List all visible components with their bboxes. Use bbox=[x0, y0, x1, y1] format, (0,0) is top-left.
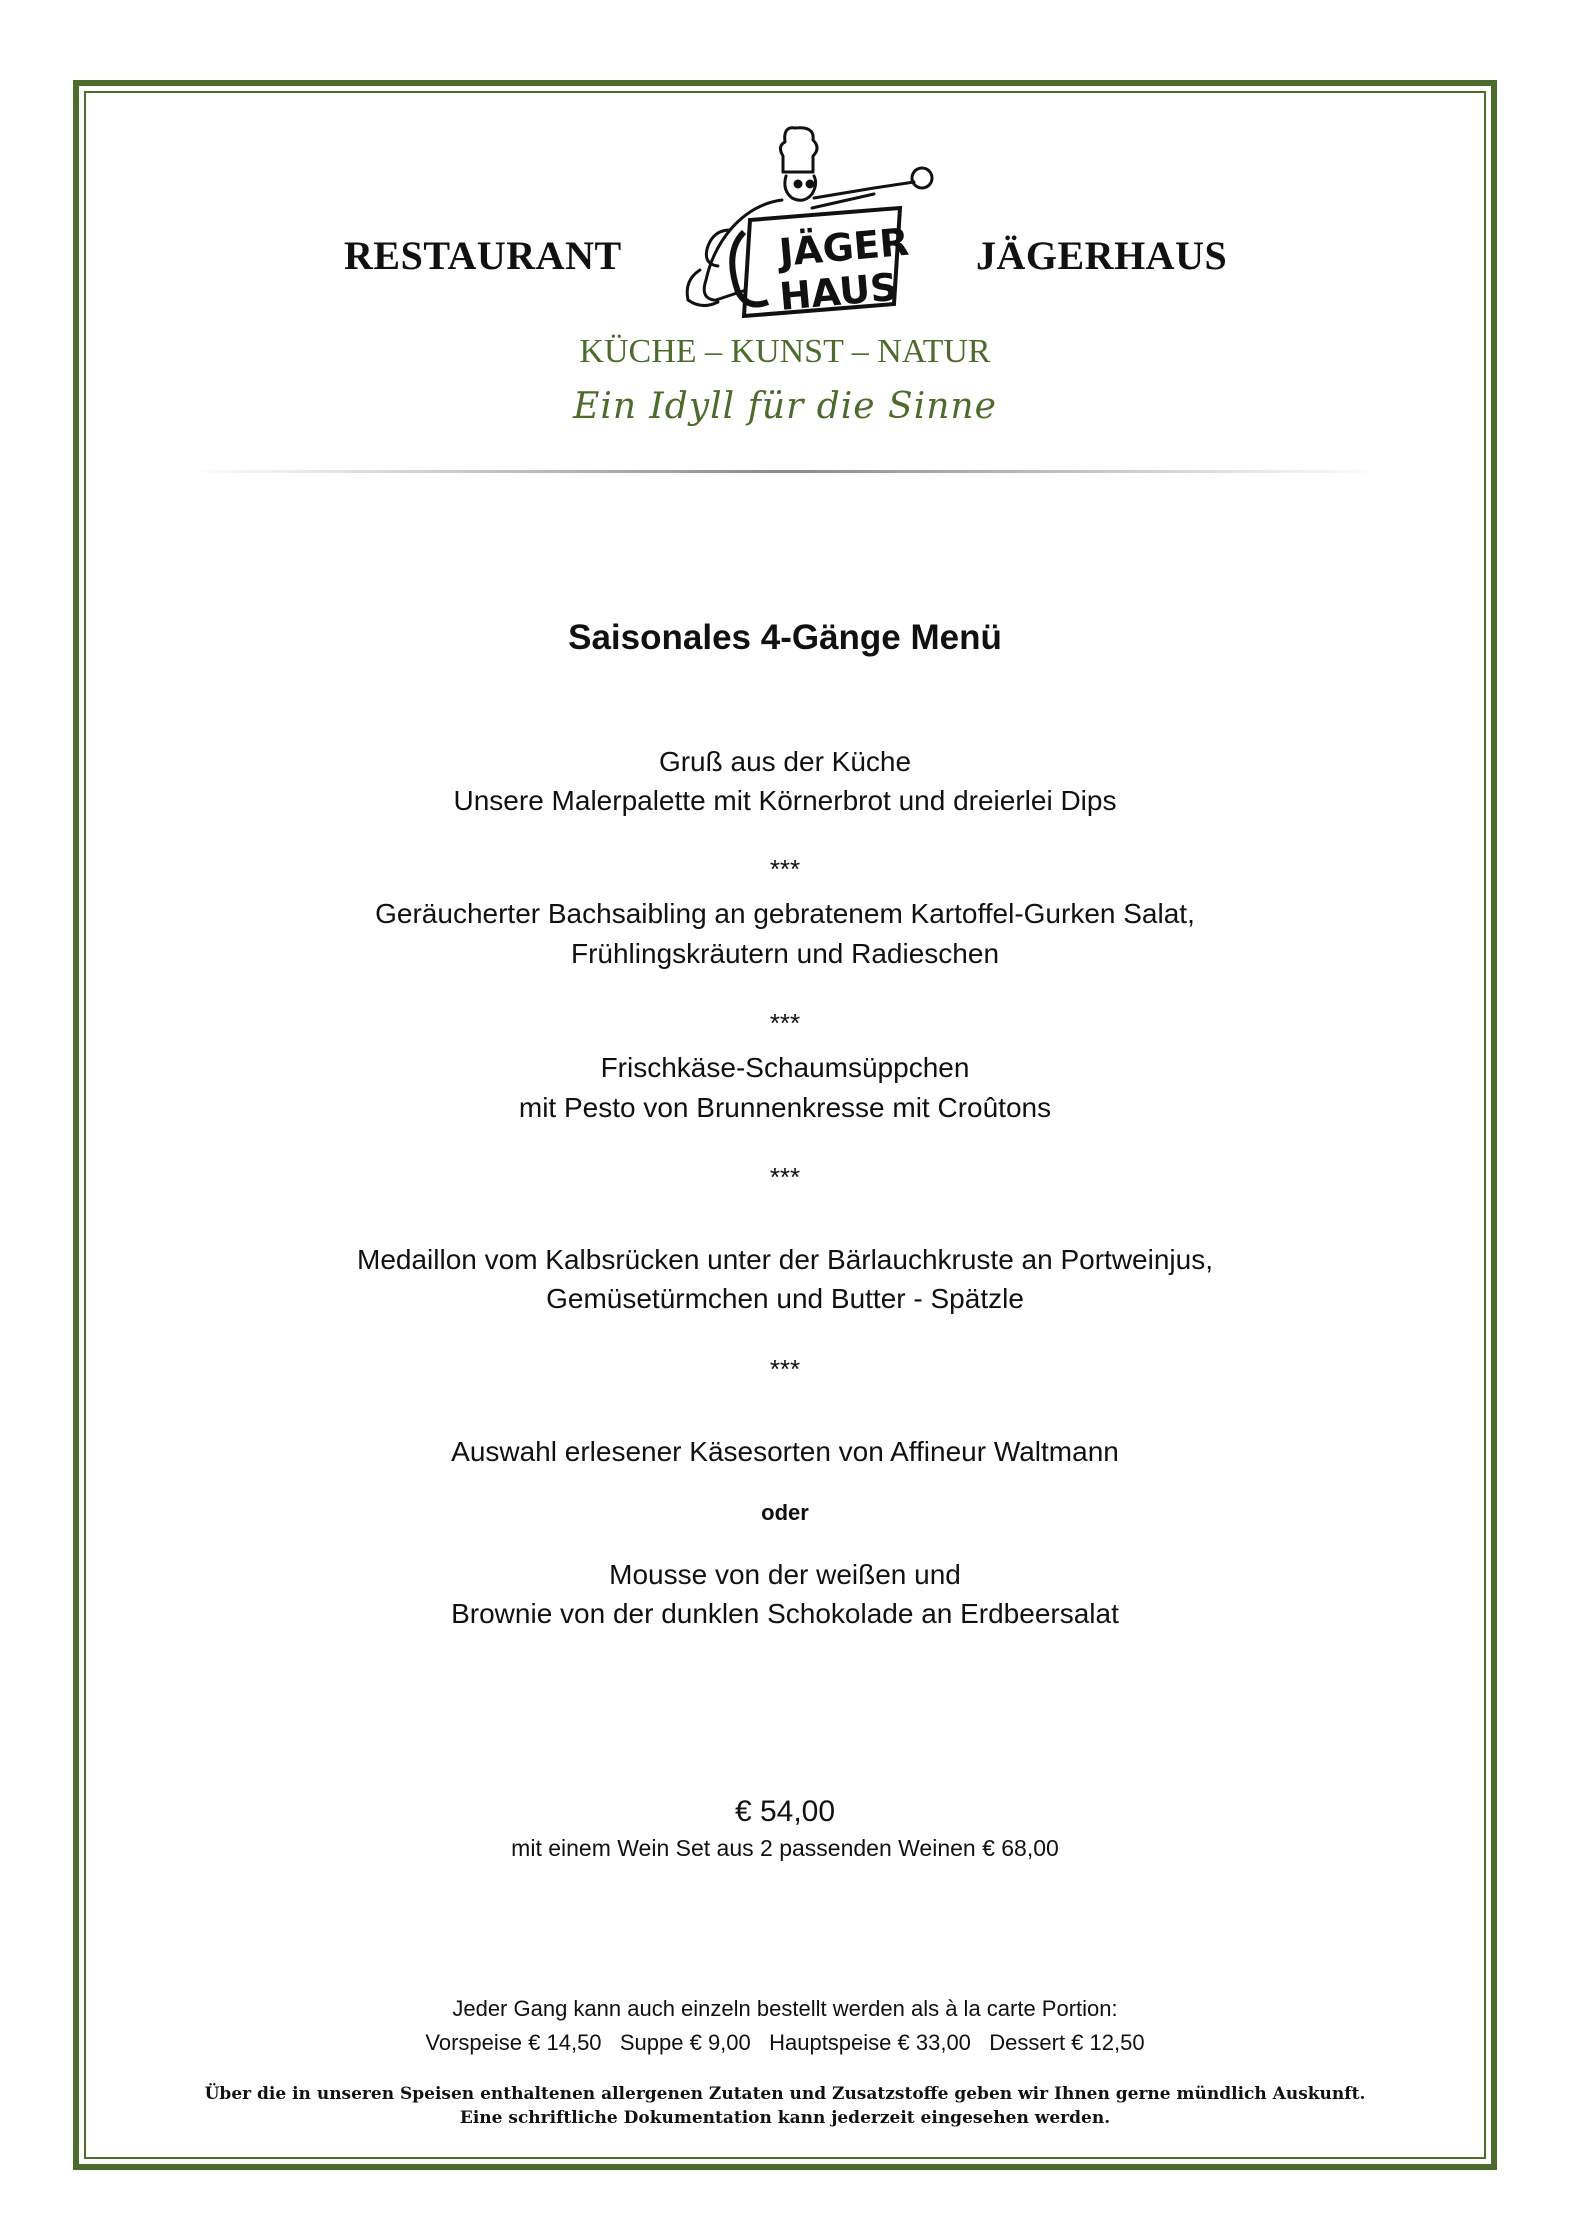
wine-set-price: mit einem Wein Set aus 2 passenden Weinen € 68,00 bbox=[511, 1835, 1059, 1861]
chef-logo bbox=[660, 120, 950, 325]
course4-option1: Auswahl erlesener Käsesorten von Affineur Waltmann bbox=[451, 1436, 1119, 1467]
course1-line1: Geräucherter Bachsaibling an gebratenem Kartoffel-Gurken Salat, bbox=[375, 898, 1195, 929]
course-separator-3: *** bbox=[769, 1162, 801, 1192]
allergen-notice-line1: Über die in unseren Speisen enthaltenen allergenen Zutaten und Zusatzstoffe geben wir Ihnen gerne mündlich Auskunft. bbox=[204, 2084, 1366, 2104]
course3-line1: Medaillon vom Kalbsrücken unter der Bärlauchkruste an Portweinjus, bbox=[357, 1244, 1213, 1275]
course-separator-2: *** bbox=[769, 1008, 801, 1038]
header-jaegerhaus-label: JÄGERHAUS bbox=[976, 233, 1228, 278]
menu-price: € 54,00 bbox=[734, 1795, 836, 1828]
course2-line2: mit Pesto von Brunnenkresse mit Croûtons bbox=[518, 1092, 1052, 1123]
course4-option2-line2: Brownie von der dunklen Schokolade an Erdbeersalat bbox=[451, 1598, 1119, 1629]
logo-text-haus: HAUS bbox=[777, 264, 900, 319]
motto: Ein Idyll für die Sinne bbox=[573, 386, 997, 427]
or-label: oder bbox=[761, 1500, 809, 1525]
course2-line1: Frischkäse-Schaumsüppchen bbox=[600, 1052, 970, 1083]
header-restaurant-label: RESTAURANT bbox=[344, 233, 622, 278]
logo-text-jaeger: JÄGER bbox=[777, 219, 911, 275]
course-separator-4: *** bbox=[769, 1354, 801, 1384]
course3-line2: Gemüsetürmchen und Butter - Spätzle bbox=[546, 1283, 1024, 1314]
a-la-carte-prices: Vorspeise € 14,50 Suppe € 9,00 Hauptspeise € 33,00 Dessert € 12,50 bbox=[425, 2030, 1145, 2055]
tagline: KÜCHE – KUNST – NATUR bbox=[579, 333, 991, 370]
header-divider bbox=[190, 470, 1380, 473]
greeting-description: Unsere Malerpalette mit Körnerbrot und dreierlei Dips bbox=[453, 785, 1117, 816]
course4-option2-line1: Mousse von der weißen und bbox=[609, 1559, 961, 1590]
allergen-notice-line2: Eine schriftliche Dokumentation kann jederzeit eingesehen werden. bbox=[459, 2108, 1111, 2128]
menu-title: Saisonales 4-Gänge Menü bbox=[568, 618, 1002, 657]
course1-line2: Frühlingskräutern und Radieschen bbox=[570, 938, 1000, 969]
course-separator-1: *** bbox=[769, 854, 801, 884]
a-la-carte-note: Jeder Gang kann auch einzeln bestellt werden als à la carte Portion: bbox=[452, 1996, 1118, 2021]
greeting-title: Gruß aus der Küche bbox=[658, 746, 912, 777]
